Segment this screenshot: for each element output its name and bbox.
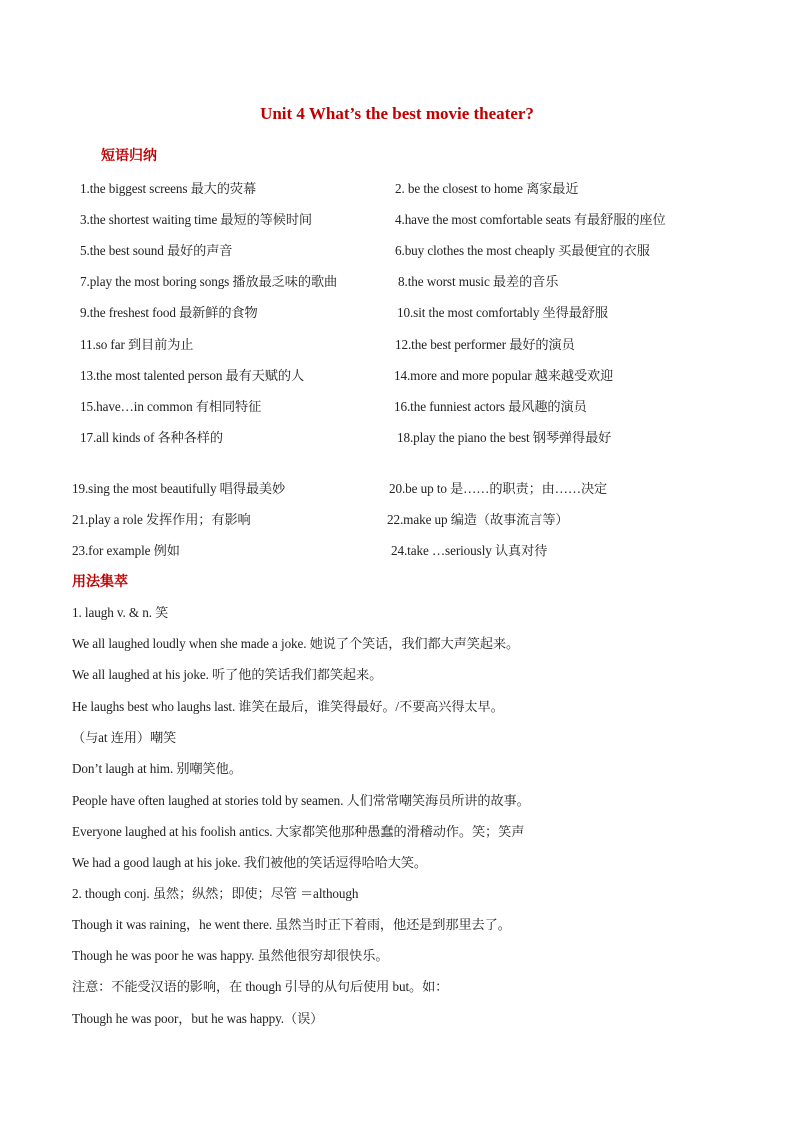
usage-line: Though he was poor，but he was happy.（误） (72, 1011, 324, 1026)
phrase-item: 18.play the piano the best 钢琴弹得最好 (397, 430, 612, 445)
usage-line: We all laughed loudly when she made a joke. 她说了个笑话，我们都大声笑起来。 (72, 636, 520, 651)
usage-line: 1. laugh v. & n. 笑 (72, 605, 169, 620)
phrase-item: 8.the worst music 最差的音乐 (398, 274, 559, 289)
usage-line: 2. though conj. 虽然；纵然；即使；尽管 ＝although (72, 886, 359, 901)
usage-line: Everyone laughed at his foolish antics. 大家都笑他那种愚蠢的滑稽动作。笑；笑声 (72, 824, 525, 839)
section-heading-phrases: 短语归纳 (101, 149, 157, 164)
usage-line: （与at 连用）嘲笑 (72, 730, 177, 745)
usage-line: Don’t laugh at him. 别嘲笑他。 (72, 761, 242, 776)
phrase-item: 9.the freshest food 最新鲜的食物 (80, 305, 258, 320)
phrase-item: 6.buy clothes the most cheaply 买最便宜的衣服 (395, 243, 650, 258)
usage-line: We had a good laugh at his joke. 我们被他的笑话逗得哈哈大笑。 (72, 855, 428, 870)
phrase-item: 24.take …seriously 认真对待 (391, 543, 548, 558)
phrase-item: 10.sit the most comfortably 坐得最舒服 (397, 305, 608, 320)
phrase-item: 11.so far 到目前为止 (80, 337, 194, 352)
usage-line: Though he was poor he was happy. 虽然他很穷却很快乐。 (72, 948, 389, 963)
usage-line: Though it was raining，he went there. 虽然当时正下着雨，他还是到那里去了。 (72, 917, 511, 932)
phrase-item: 4.have the most comfortable seats 有最舒服的座位 (395, 212, 666, 227)
phrase-item: 23.for example 例如 (72, 543, 180, 558)
usage-line: He laughs best who laughs last. 谁笑在最后，谁笑得最好。/不要高兴得太早。 (72, 699, 504, 714)
section-heading-usage: 用法集萃 (72, 575, 128, 590)
phrase-item: 3.the shortest waiting time 最短的等候时间 (80, 212, 313, 227)
phrase-item: 16.the funniest actors 最风趣的演员 (394, 399, 587, 414)
phrase-item: 19.sing the most beautifully 唱得最美妙 (72, 481, 286, 496)
phrase-item: 5.the best sound 最好的声音 (80, 243, 233, 258)
phrase-item: 1.the biggest screens 最大的荧幕 (80, 181, 257, 196)
phrase-item: 2. be the closest to home 离家最近 (395, 181, 579, 196)
usage-line: People have often laughed at stories told by seamen. 人们常常嘲笑海员所讲的故事。 (72, 793, 530, 808)
phrase-item: 13.the most talented person 最有天赋的人 (80, 368, 305, 383)
phrase-item: 17.all kinds of 各种各样的 (80, 430, 223, 445)
phrase-item: 22.make up 编造（故事流言等） (387, 512, 569, 527)
phrase-item: 15.have…in common 有相同特征 (80, 399, 262, 414)
document-title: Unit 4 What’s the best movie theater? (260, 104, 534, 123)
phrase-item: 21.play a role 发挥作用；有影响 (72, 512, 251, 527)
usage-line: 注意：不能受汉语的影响，在 though 引导的从句后使用 but。如： (72, 979, 449, 994)
phrase-item: 7.play the most boring songs 播放最乏味的歌曲 (80, 274, 338, 289)
phrase-item: 12.the best performer 最好的演员 (395, 337, 575, 352)
phrase-item: 14.more and more popular 越来越受欢迎 (394, 368, 614, 383)
usage-line: We all laughed at his joke. 听了他的笑话我们都笑起来。 (72, 667, 383, 682)
phrase-item: 20.be up to 是……的职责；由……决定 (389, 481, 608, 496)
